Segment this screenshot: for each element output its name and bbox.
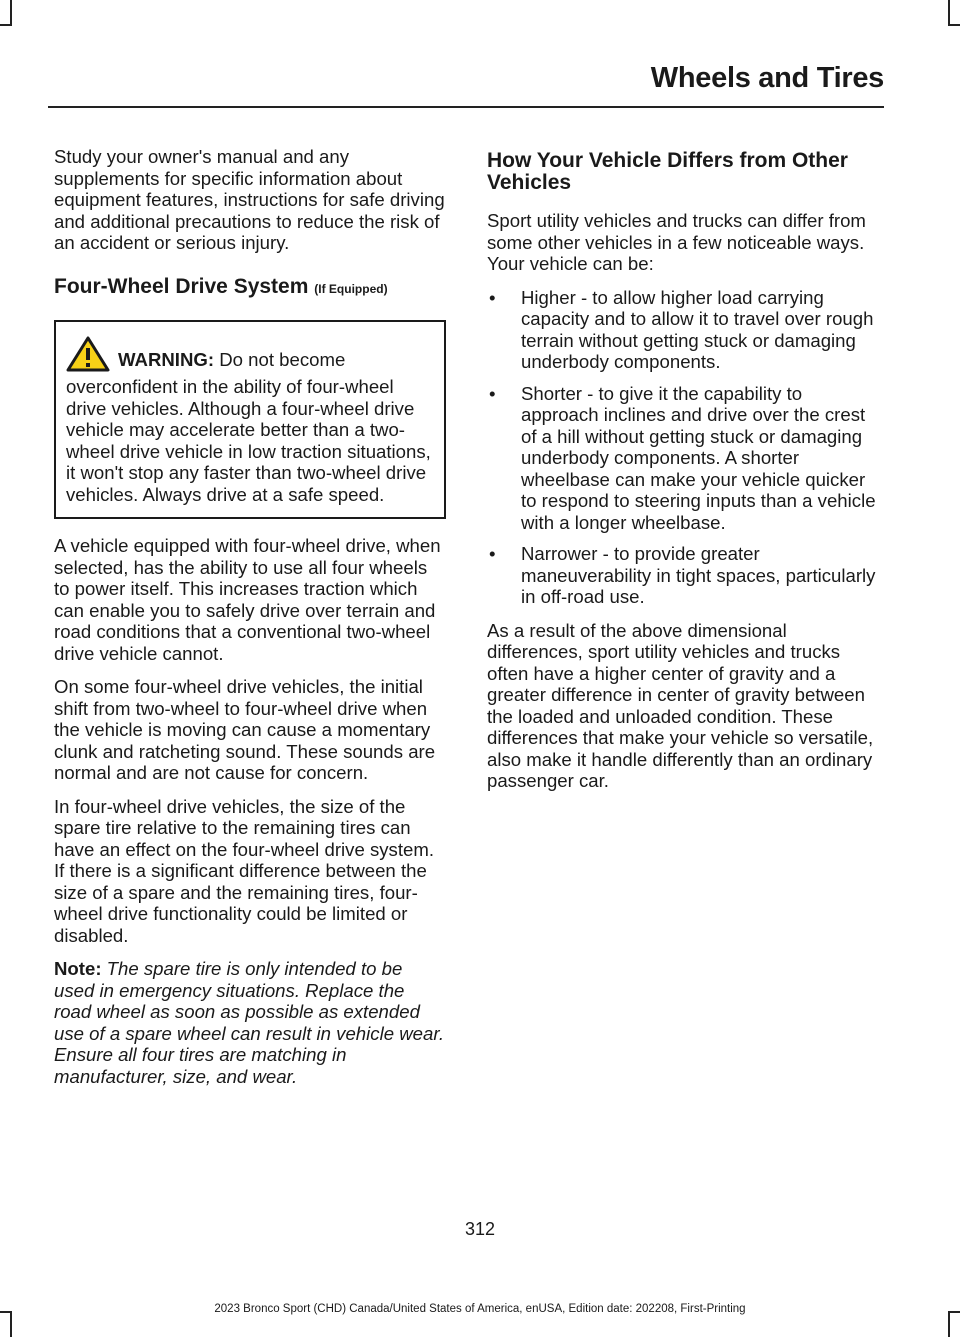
warning-text: Do not become overconfident in the ability of four-wheel drive vehicles. Although a four-wheel drive vehicle may accelerate better than a two-wheel drive vehicle in low traction situations, it won't stop any faster than two-wheel drive vehicles. Always drive at a safe speed. [66, 348, 431, 505]
left-column [54, 146, 446, 1099]
body-paragraph: On some four-wheel drive vehicles, the initial shift from two-wheel to four-wheel drive when the vehicle is moving can cause a momentary clunk and ratcheting sound. These sounds are normal and are not cause for concern. [54, 676, 436, 783]
differences-list [487, 287, 880, 608]
crop-mark [10, 0, 12, 26]
intro-paragraph: Sport utility vehicles and trucks can differ from some other vehicles in a few noticeable ways. Your vehicle can be: [487, 210, 866, 274]
body-paragraph: In four-wheel drive vehicles, the size of the spare tire relative to the remaining tires can have an effect on the four-wheel drive system. If there is a significant difference between the size of a spare and the remaining tires, four-wheel drive functionality could be limited or disabled. [54, 795, 435, 946]
list-item-text: Higher - to allow higher load carrying capacity and to allow it to travel over rough terrain without getting stuck or damaging underbody components. [521, 286, 874, 372]
section-heading-four-wheel-drive [54, 276, 446, 300]
list-item [487, 543, 880, 608]
section-heading-text: Four-Wheel Drive System [54, 274, 309, 298]
warning-triangle-icon [66, 336, 110, 377]
list-item-text: Narrower - to provide greater maneuverability in tight spaces, particularly in off-road use. [521, 543, 876, 607]
page-number: 312 [464, 1219, 496, 1239]
list-item [487, 287, 880, 373]
list-item [487, 383, 880, 534]
page-title: Wheels and Tires [650, 62, 884, 94]
crop-mark [948, 0, 950, 26]
body-paragraph: A vehicle equipped with four-wheel drive, when selected, has the ability to use all four wheels to power itself. This increases traction which can enable you to safely drive over terrain and road conditions that a conventional two-wheel drive vehicle cannot. [54, 535, 441, 664]
note-text: The spare tire is only intended to be used in emergency situations. Replace the road wheel as soon as possible as extended use of a spare wheel can result in vehicle wear. Ensure all four tires are matching in manufacturer, size, and wear. [54, 958, 444, 1087]
bullet-glyph: • [489, 382, 496, 404]
bullet-glyph: • [489, 543, 496, 564]
right-column [487, 146, 880, 804]
header-divider [48, 106, 884, 108]
crop-mark [948, 24, 960, 26]
crop-mark [0, 24, 12, 26]
list-item-text: Shorter - to give it the capability to approach inclines and drive over the crest of a hill without getting stuck or damaging underbody components. A shorter wheelbase can make your vehicle quicker to respond to steering inputs than a vehicle with a longer wheelbase. [521, 382, 876, 533]
warning-box [54, 320, 446, 520]
warning-paragraph [66, 336, 436, 506]
section-heading-suffix: (If Equipped) [314, 281, 388, 296]
note-label: Note: [54, 958, 102, 979]
bullet-glyph: • [489, 286, 496, 308]
footer-text: 2023 Bronco Sport (CHD) Canada/United States of America, enUSA, Edition date: 202208, First-Printing [214, 1303, 746, 1315]
note-paragraph [54, 958, 446, 1087]
section-heading-vehicle-differences: How Your Vehicle Differs from Other Vehicles [487, 149, 848, 194]
warning-label: WARNING: [118, 348, 215, 370]
intro-paragraph: Study your owner's manual and any supplements for specific information about equipment features, instructions for safe driving and additional precautions to reduce the risk of an accident or serious injury. [54, 146, 445, 253]
closing-paragraph: As a result of the above dimensional differences, sport utility vehicles and trucks often have a higher center of gravity and a greater difference in center of gravity between the loaded and unloaded condition. These differences that make your vehicle so versatile, also make it handle differently than an ordinary passenger car. [487, 619, 874, 791]
